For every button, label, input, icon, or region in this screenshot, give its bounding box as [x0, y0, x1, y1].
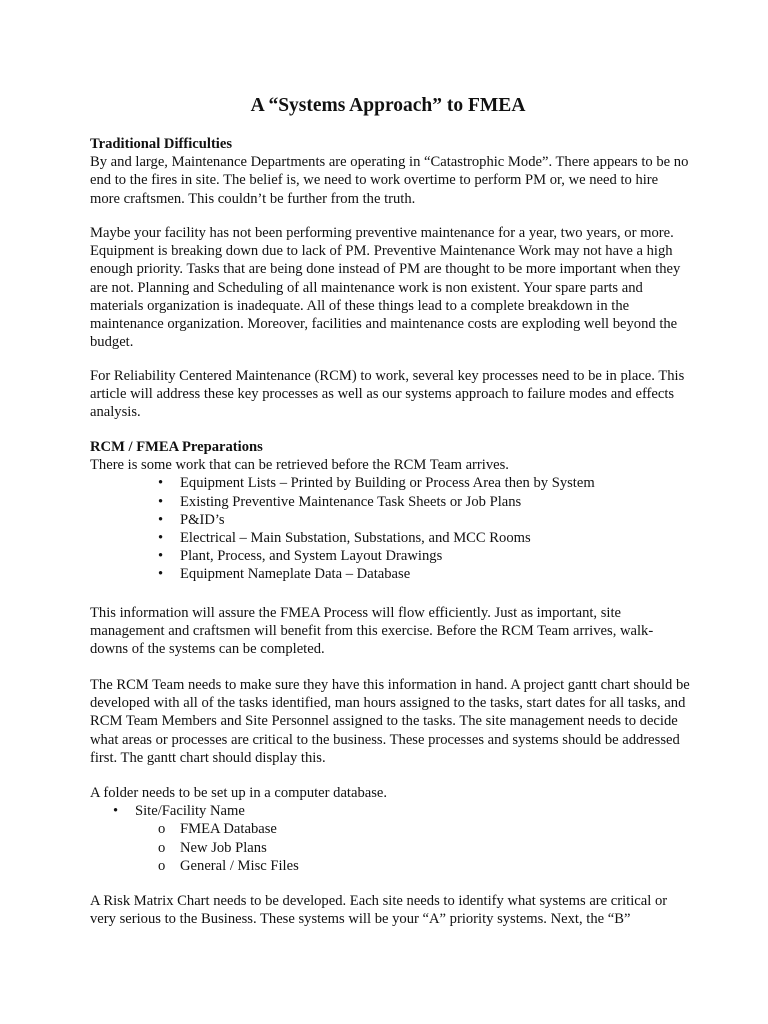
list-item: • Site/Facility Name — [90, 802, 690, 820]
section-rcm-fmea-preparations — [90, 438, 690, 584]
folder-sublist — [90, 820, 690, 875]
paragraph: Maybe your facility has not been performing preventive maintenance for a year, two years, or more. Equipment is breaking down due to lack of PM. Preventive Maintenance Work may not have a high enough priority. Tasks that are being done instead of PM are thought to be more important when they are not. Planning and Scheduling of all maintenance work is non existent. Your spare parts and materials organization is inadequate. All of these things lead to a complete breakdown in the maintenance organization. Moreover, facilities and maintenance costs are exploding well beyond the budget. — [90, 225, 681, 351]
paragraph: This information will assure the FMEA Process will flow efficiently. Just as important, site management and craftsmen will benefit from this exercise. Before the RCM Team arrives, walk-downs of the systems can be completed. — [90, 605, 654, 658]
paragraph: By and large, Maintenance Departments are operating in “Catastrophic Mode”. There appears to be no end to the fires in site. The belief is, we need to work overtime to perform PM or, we need to hire more craftsmen. This couldn’t be further from the truth. — [90, 154, 689, 207]
paragraph-block — [90, 604, 690, 659]
folder-list — [90, 802, 690, 820]
list-item: o General / Misc Files — [90, 857, 690, 875]
paragraph: The RCM Team needs to make sure they have this information in hand. A project gantt chart should be developed with all of the tasks identified, man hours assigned to the tasks, start dates for all tasks, and RCM Team Members and Site Personnel assigned to the tasks. The site management needs to decide what areas or processes are critical to the business. These processes and systems should be addressed first. The gantt chart should display this. — [90, 677, 690, 766]
list-item: • Electrical – Main Substation, Substations, and MCC Rooms — [90, 529, 690, 547]
list-item: • Existing Preventive Maintenance Task Sheets or Job Plans — [90, 493, 690, 511]
paragraph-block — [90, 676, 690, 767]
paragraph-block — [90, 224, 690, 351]
section-traditional-difficulties — [90, 135, 690, 208]
paragraph: For Reliability Centered Maintenance (RCM) to work, several key processes need to be in place. This article will address these key processes as well as our systems approach to failure modes and effects analysis. — [90, 368, 685, 421]
bullet-list — [90, 474, 690, 583]
paragraph-block — [90, 367, 690, 422]
section-heading: RCM / FMEA Preparations — [90, 439, 263, 455]
list-item: o New Job Plans — [90, 839, 690, 857]
list-item: • Plant, Process, and System Layout Drawings — [90, 547, 690, 565]
section-heading: Traditional Difficulties — [90, 136, 233, 152]
list-item: • Equipment Nameplate Data – Database — [90, 565, 690, 583]
list-item: • Equipment Lists – Printed by Building or Process Area then by System — [90, 474, 690, 492]
list-item: • P&ID’s — [90, 511, 690, 529]
document-title: A “Systems Approach” to FMEA — [250, 95, 526, 116]
paragraph: There is some work that can be retrieved before the RCM Team arrives. — [90, 457, 509, 474]
paragraph: A folder needs to be set up in a computer database. — [90, 785, 388, 801]
paragraph-block — [90, 892, 690, 928]
paragraph: A Risk Matrix Chart needs to be developed. Each site needs to identify what systems are critical or very serious to the Business. These systems will be your “A” priority systems. Next, the “B” — [90, 893, 668, 928]
list-item: o FMEA Database — [90, 820, 690, 838]
folder-block — [90, 784, 690, 875]
